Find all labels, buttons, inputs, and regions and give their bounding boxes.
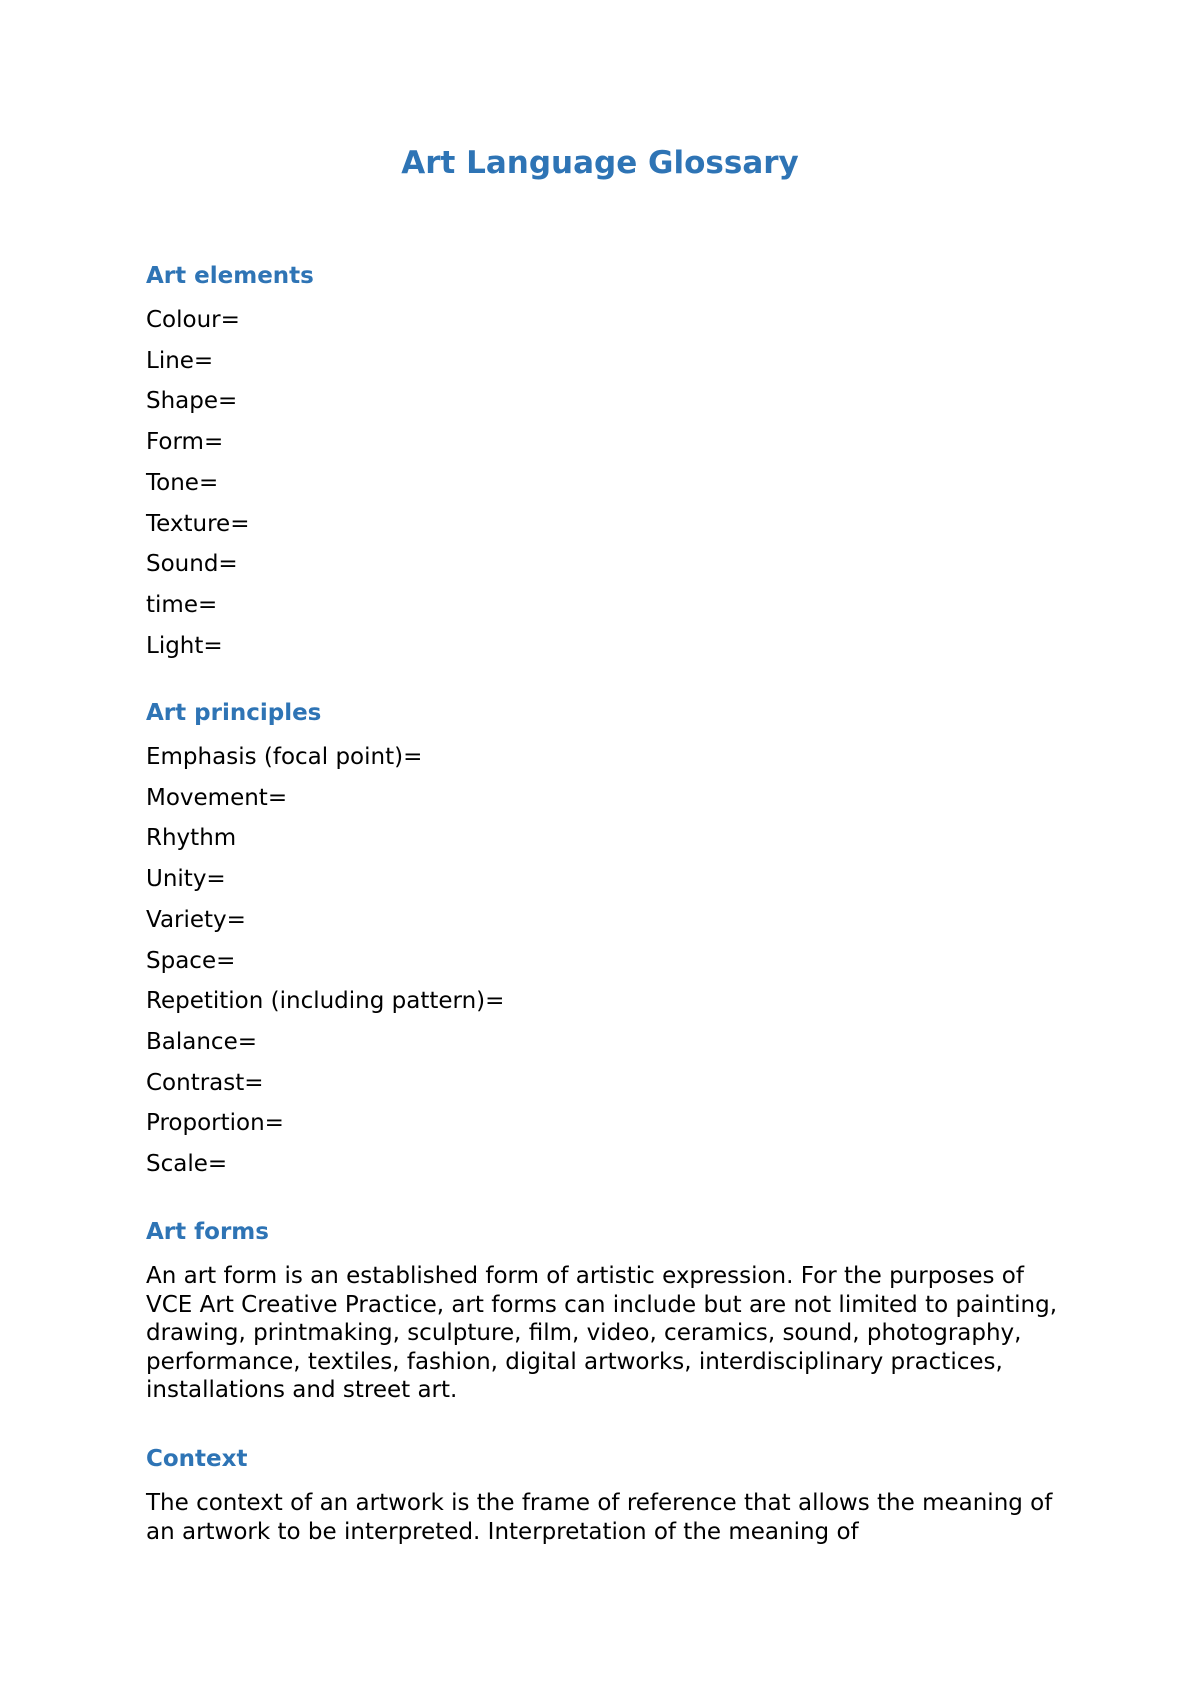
section-heading: Art forms	[146, 1219, 269, 1245]
glossary-term: Balance=	[146, 1028, 258, 1055]
glossary-term: Line=	[146, 347, 214, 374]
section-paragraph: An art form is an established form of artistic expression. For the purposes of VCE Art Creative Practice, art forms can include but are not limited to painting, drawing, printmaking, sculpture, film, video, ceramics, sound, photography, performance, textiles, fashion, digital artworks, interdisciplinary practices, installations and street art.	[146, 1263, 1058, 1403]
glossary-term: Repetition (including pattern)=	[146, 988, 505, 1015]
section-art-forms	[146, 1216, 1076, 1405]
glossary-term: Contrast=	[146, 1069, 264, 1096]
glossary-term: Colour=	[146, 307, 240, 333]
section-heading: Art principles	[146, 700, 322, 726]
section-heading: Context	[146, 1446, 248, 1472]
glossary-term: Unity=	[146, 866, 226, 893]
glossary-term: Proportion=	[146, 1110, 284, 1137]
section-paragraph: The context of an artwork is the frame of reference that allows the meaning of an artwork to be interpreted. Interpretation of the meaning of	[146, 1490, 1053, 1545]
glossary-term: time=	[146, 591, 218, 618]
section-heading: Art elements	[146, 263, 314, 289]
glossary-term: Texture=	[146, 510, 250, 537]
term-list	[146, 300, 1076, 666]
glossary-term: Movement=	[146, 784, 288, 811]
glossary-term: Light=	[146, 632, 223, 659]
glossary-term: Tone=	[146, 469, 219, 496]
glossary-term: Variety=	[146, 906, 246, 933]
section-art-elements	[146, 260, 1076, 666]
glossary-term: Sound=	[146, 551, 238, 578]
term-list	[146, 737, 1076, 1185]
glossary-term: Emphasis (focal point)=	[146, 744, 423, 770]
section-art-principles	[146, 697, 1076, 1185]
page-title: Art Language Glossary	[401, 145, 799, 181]
glossary-term: Scale=	[146, 1151, 228, 1178]
section-context	[146, 1443, 1076, 1546]
glossary-term: Shape=	[146, 388, 238, 415]
glossary-term: Rhythm	[146, 825, 237, 852]
glossary-term: Space=	[146, 947, 236, 974]
glossary-term: Form=	[146, 429, 224, 456]
